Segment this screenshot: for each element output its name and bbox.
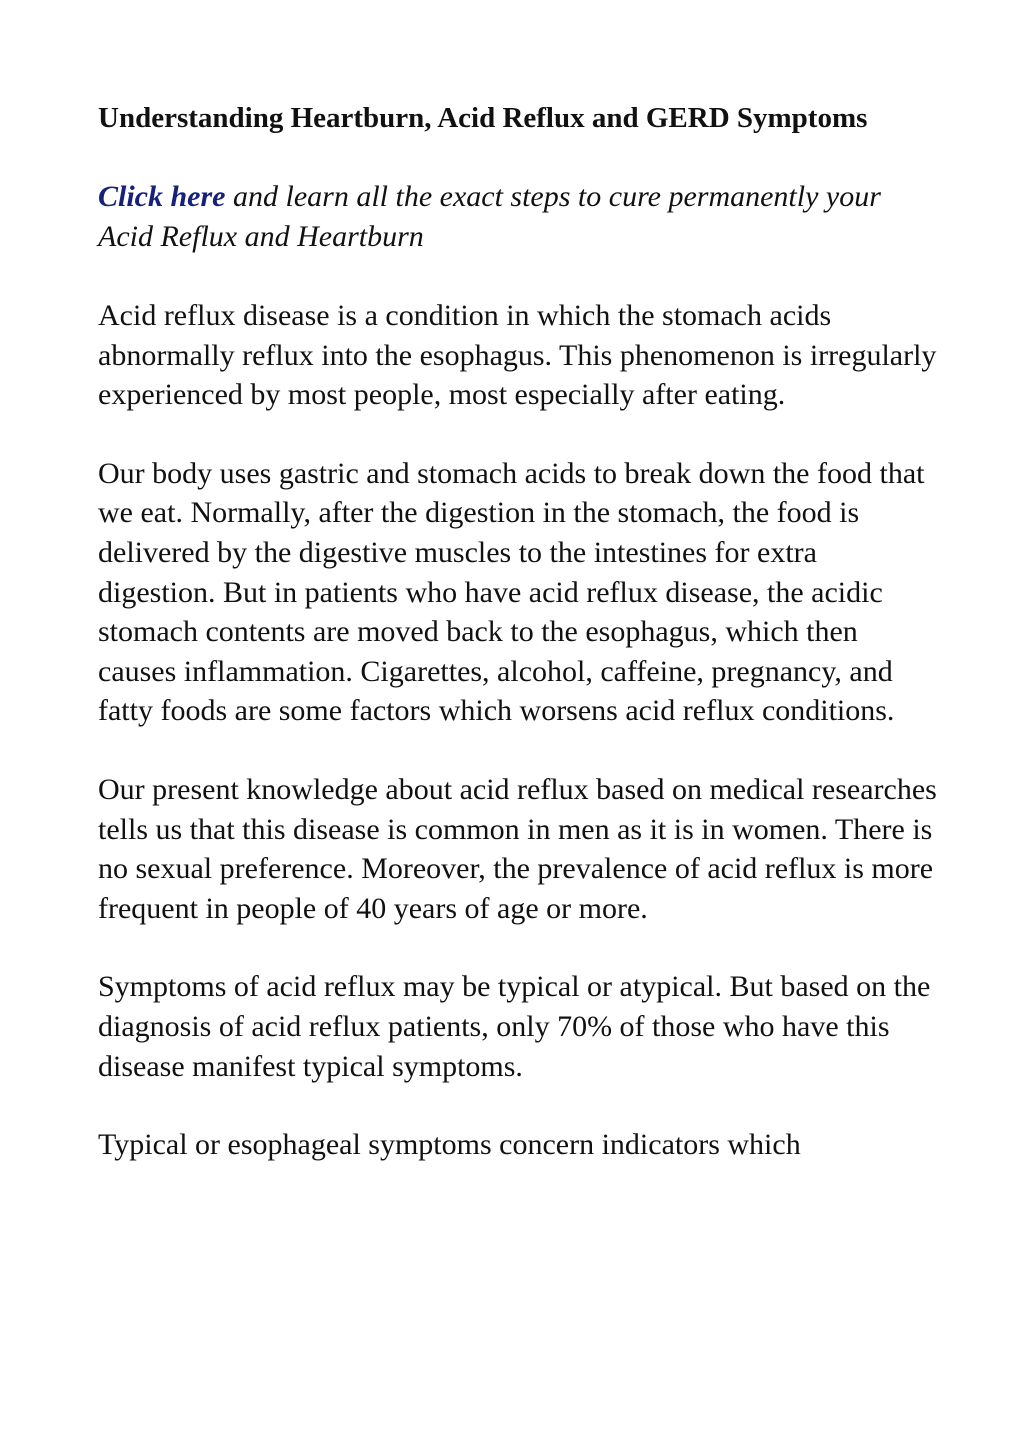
document-body (98, 98, 938, 1165)
paragraph-prevalence: Our present knowledge about acid reflux based on medical researches tells us that this disease is common in men as it is in women. There is no sexual preference. Moreover, the prevalence of acid reflux is more frequent in people of 40 years of age or more. (98, 772, 937, 925)
click-here-link[interactable]: Click here (98, 180, 226, 213)
paragraph-digestion: Our body uses gastric and stomach acids to break down the food that we eat. Normally, after the digestion in the stomach, the food is delivered by the digestive muscles to the intestines for extra digestion. But in patients who have acid reflux disease, the acidic stomach contents are moved back to the esophagus, which then causes inflammation. Cigarettes, alcohol, caffeine, pregnancy, and fatty foods are some factors which worsens acid reflux conditions. (98, 456, 925, 728)
promo-text: and learn all the exact steps to cure permanently your Acid Reflux and Heartburn (98, 180, 881, 253)
paragraph-definition: Acid reflux disease is a condition in which the stomach acids abnormally reflux into the esophagus. This phenomenon is irregularly experienced by most people, most especially after eating. (98, 299, 937, 412)
document-title: Understanding Heartburn, Acid Reflux and GERD Symptoms (98, 102, 868, 134)
paragraph-symptoms: Symptoms of acid reflux may be typical or atypical. But based on the diagnosis of acid reflux patients, only 70% of those who have this disease manifest typical symptoms. (98, 970, 931, 1083)
paragraph-typical-symptoms: Typical or esophageal symptoms concern indicators which (98, 1128, 801, 1162)
promo-paragraph (98, 177, 938, 257)
